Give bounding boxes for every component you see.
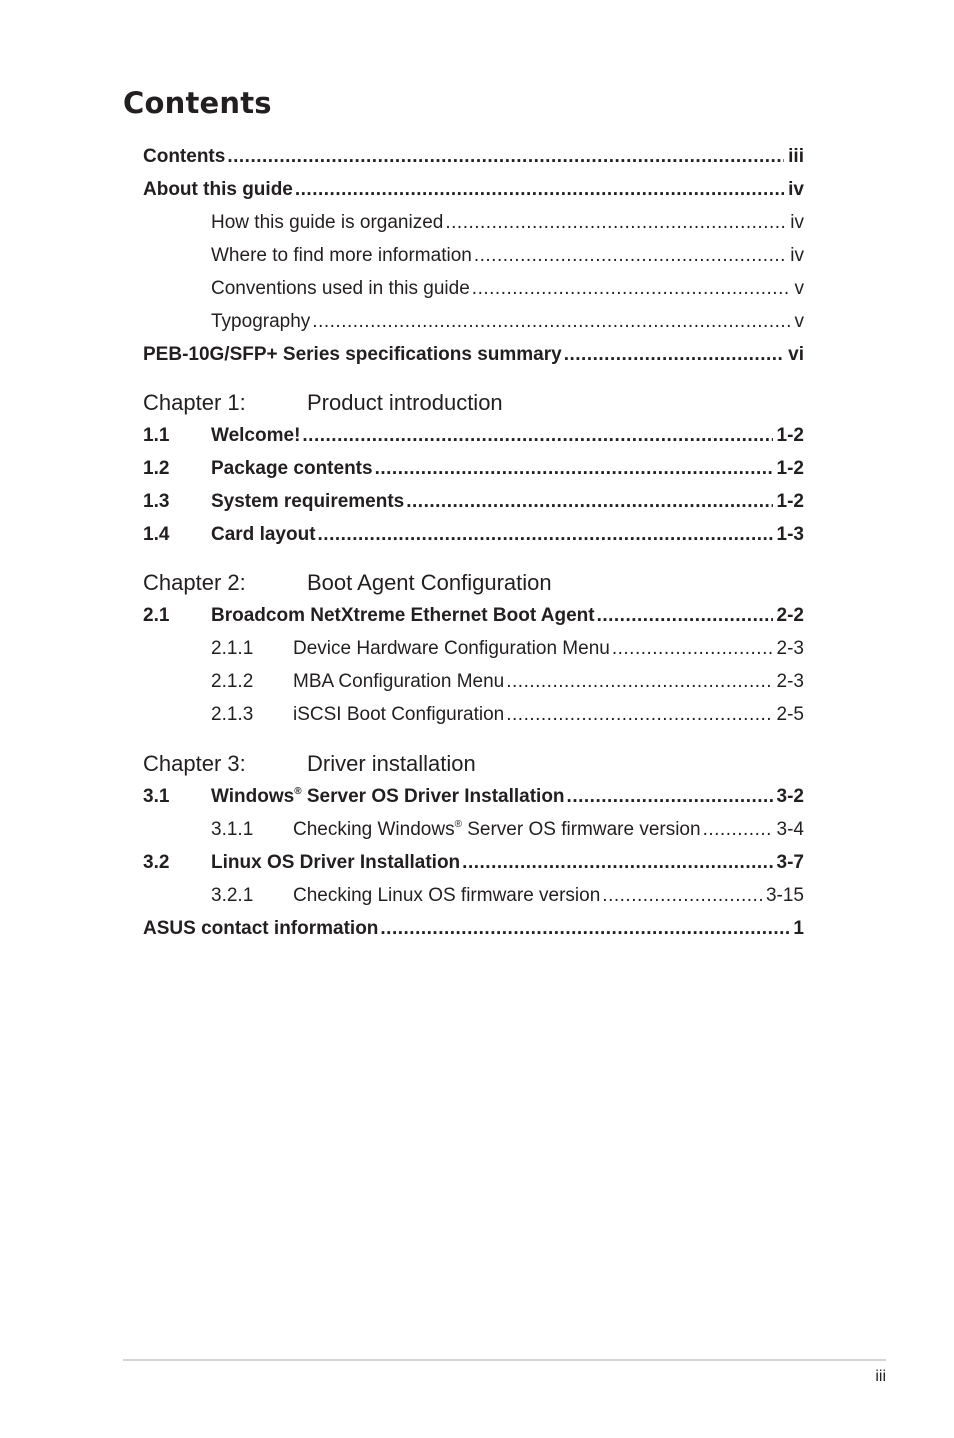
dot-leader: [312, 311, 790, 333]
toc-entry-title: Card layout: [211, 523, 316, 545]
toc-entry-number: 3.2.1: [211, 884, 254, 906]
dot-leader: [445, 212, 786, 234]
toc-entry-title: Windows® Server OS Driver Installation: [211, 785, 565, 807]
toc-entry-2-1-1[interactable]: [211, 632, 804, 665]
toc-entry-title: Welcome!: [211, 424, 301, 446]
toc-entry-page: iii: [788, 145, 804, 167]
dot-leader: [227, 146, 784, 168]
chapter-label: Chapter 3:: [143, 751, 246, 776]
toc-entry-title: Contents: [143, 145, 226, 167]
toc-entry-page: 3-2: [776, 785, 804, 807]
toc-entry-1-3[interactable]: [143, 485, 804, 518]
chapter-3-heading[interactable]: [143, 747, 804, 781]
dot-leader: [302, 425, 772, 447]
toc-entry-title: How this guide is organized: [211, 211, 444, 233]
toc-entry-page: 1-2: [776, 424, 804, 446]
toc-entry-number: 2.1.1: [211, 637, 254, 659]
toc-entry-title: Broadcom NetXtreme Ethernet Boot Agent: [211, 604, 595, 626]
footer-divider: [123, 1359, 886, 1361]
toc-entry-number: 2.1.2: [211, 670, 254, 692]
toc-entry-specifications-summary[interactable]: [143, 338, 804, 371]
toc-entry-page: iv: [790, 244, 804, 266]
toc-entry-more-information[interactable]: [211, 239, 804, 272]
dot-leader: [474, 245, 786, 267]
chapter-title: Product introduction: [307, 390, 503, 415]
registered-mark: ®: [294, 785, 302, 797]
toc-entry-page: 2-2: [776, 604, 804, 626]
toc-entry-title: Conventions used in this guide: [211, 277, 470, 299]
toc-entry-number: 3.2: [143, 851, 170, 873]
toc-entry-title: About this guide: [143, 178, 293, 200]
toc-entry-3-1[interactable]: [143, 780, 804, 813]
toc-entry-number: 1.2: [143, 457, 170, 479]
toc-entry-contents[interactable]: [143, 140, 804, 173]
dot-leader: [462, 852, 772, 874]
dot-leader: [375, 458, 773, 480]
toc-entry-page: 2-3: [776, 670, 804, 692]
toc-entry-about-this-guide[interactable]: [143, 173, 804, 206]
chapter-2-heading[interactable]: [143, 566, 804, 600]
dot-leader: [295, 179, 784, 201]
chapter-1-heading[interactable]: [143, 386, 804, 420]
dot-leader: [472, 278, 791, 300]
toc-entry-3-2-1[interactable]: [211, 879, 804, 912]
toc-entry-page: 1-3: [776, 523, 804, 545]
toc-entry-3-2[interactable]: [143, 846, 804, 879]
toc-entry-page: vi: [788, 343, 804, 365]
toc-entry-1-4[interactable]: [143, 518, 804, 551]
toc-entry-2-1-3[interactable]: [211, 698, 804, 731]
toc-entry-2-1[interactable]: [143, 599, 804, 632]
toc-entry-page: v: [794, 310, 804, 332]
toc-entry-conventions[interactable]: [211, 272, 804, 305]
dot-leader: [567, 786, 773, 808]
toc-entry-1-2[interactable]: [143, 452, 804, 485]
dot-leader: [703, 819, 773, 841]
toc-entry-number: 2.1.3: [211, 703, 254, 725]
toc-entry-title: Linux OS Driver Installation: [211, 851, 461, 873]
toc-entry-title: Typography: [211, 310, 311, 332]
dot-leader: [612, 638, 773, 660]
toc-entry-title: Package contents: [211, 457, 373, 479]
toc-entry-page: iv: [788, 178, 804, 200]
toc-entry-page: 1: [793, 917, 804, 939]
dot-leader: [318, 524, 773, 546]
toc-entry-page: 3-15: [765, 884, 804, 906]
dot-leader: [506, 704, 772, 726]
toc-entry-title: System requirements: [211, 490, 405, 512]
toc-entry-page: iv: [790, 211, 804, 233]
dot-leader: [564, 344, 784, 366]
toc-entry-number: 1.4: [143, 523, 170, 545]
chapter-label: Chapter 2:: [143, 570, 246, 595]
toc-entry-page: 3-7: [776, 851, 804, 873]
registered-mark: ®: [454, 818, 462, 830]
toc-entry-page: 2-3: [776, 637, 804, 659]
dot-leader: [602, 885, 762, 907]
toc-entry-title: Checking Windows® Server OS firmware version: [293, 818, 701, 840]
page-title: Contents: [123, 86, 272, 120]
toc-entry-1-1[interactable]: [143, 419, 804, 452]
toc-entry-page: v: [794, 277, 804, 299]
toc-entry-number: 3.1: [143, 785, 170, 807]
toc-entry-2-1-2[interactable]: [211, 665, 804, 698]
dot-leader: [597, 605, 773, 627]
toc-entry-title: PEB-10G/SFP+ Series specifications summary: [143, 343, 562, 365]
toc-entry-title: MBA Configuration Menu: [293, 670, 505, 692]
toc-entry-number: 3.1.1: [211, 818, 254, 840]
toc-entry-title: Device Hardware Configuration Menu: [293, 637, 610, 659]
toc-entry-page: 2-5: [776, 703, 804, 725]
toc-entry-number: 1.1: [143, 424, 170, 446]
toc-entry-title: Where to find more information: [211, 244, 472, 266]
chapter-title: Boot Agent Configuration: [307, 570, 552, 595]
toc-entry-title: Checking Linux OS firmware version: [293, 884, 601, 906]
toc-entry-asus-contact[interactable]: [143, 912, 804, 945]
dot-leader: [406, 491, 772, 513]
dot-leader: [506, 671, 772, 693]
toc-entry-number: 1.3: [143, 490, 170, 512]
toc-entry-title: iSCSI Boot Configuration: [293, 703, 505, 725]
footer-page-number: iii: [875, 1368, 886, 1385]
toc-entry-3-1-1[interactable]: [211, 813, 804, 846]
toc-entry-title: ASUS contact information: [143, 917, 379, 939]
toc-entry-page: 1-2: [776, 490, 804, 512]
dot-leader: [380, 918, 789, 940]
toc-entry-how-organized[interactable]: [211, 206, 804, 239]
toc-entry-number: 2.1: [143, 604, 170, 626]
chapter-label: Chapter 1:: [143, 390, 246, 415]
chapter-title: Driver installation: [307, 751, 476, 776]
toc-entry-page: 1-2: [776, 457, 804, 479]
toc-entry-page: 3-4: [776, 818, 804, 840]
toc-entry-typography[interactable]: [211, 305, 804, 338]
